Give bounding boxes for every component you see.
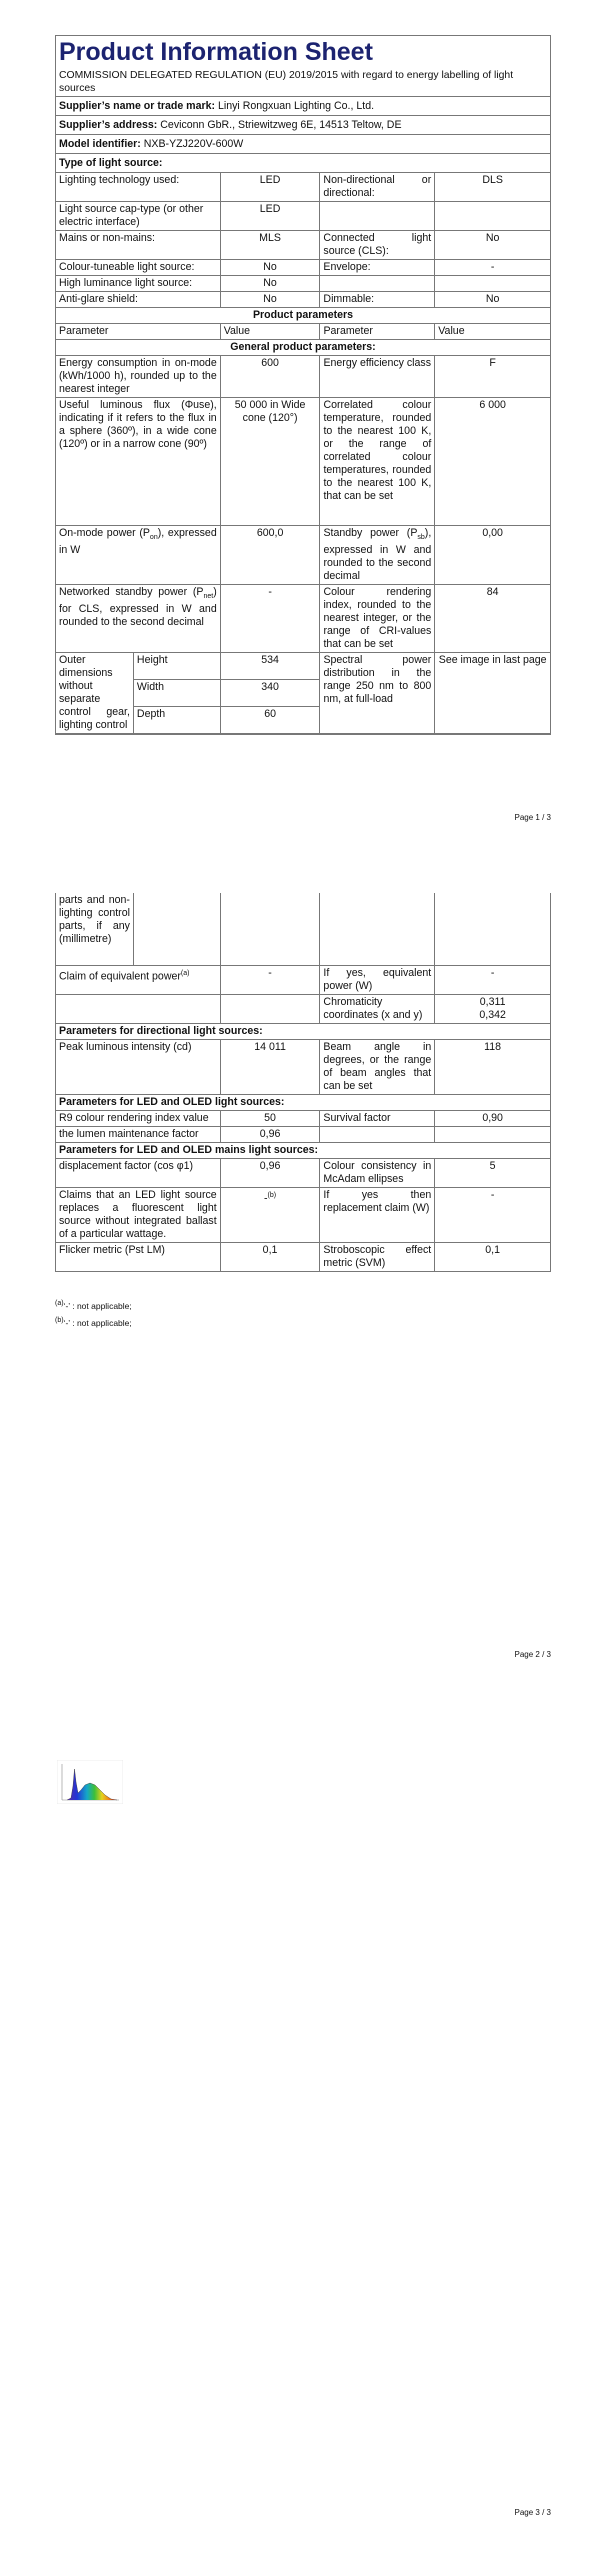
supplier-name-row [56, 97, 550, 116]
standby-power-value: 0,00 [435, 526, 551, 585]
flicker-value: 0,1 [220, 1243, 320, 1272]
table-row [56, 893, 551, 966]
efficiency-class-value: F [435, 356, 551, 398]
table-row [56, 1188, 551, 1243]
table-row [56, 260, 551, 276]
spectral-distribution-image [57, 1760, 123, 1804]
width-label: Width [133, 680, 220, 707]
efficiency-class-label: Energy efficiency class [320, 356, 435, 398]
table-row [56, 356, 551, 398]
type-cell-v2 [435, 202, 551, 231]
standby-power-label: Standby power $(P_{sb})$, expressed in W and rounded to the second decimal [320, 526, 435, 585]
type-heading: Type of light source: [56, 154, 550, 173]
energy-consumption-label: Energy consumption in on-mode (kWh/1000 h), rounded up to the nearest integer [56, 356, 221, 398]
table-row [56, 1040, 551, 1095]
table-row [56, 1243, 551, 1272]
dimensions-label-continued: parts and non-lighting control parts, if any (millimetre) [56, 893, 134, 966]
energy-consumption-value: 600 [220, 356, 320, 398]
type-cell-v2: - [435, 260, 551, 276]
footnote-b: $^{(b)}$‘-’ : not applicable; [55, 1317, 132, 1328]
table-row [56, 585, 551, 653]
survival-factor-label: Survival factor [320, 1111, 435, 1127]
luminous-flux-label: Useful luminous flux (Φuse), indicating if it refers to the flux in a sphere (360º), in a wide cone (120º) or in a narrow cone (90º) [56, 398, 221, 526]
cct-label: Correlated colour temperature, rounded to the nearest 100 K, or the range of correlated colour temperatures, rounded to the nearest 100 K, that can be set [320, 398, 435, 526]
cct-value: 6 000 [435, 398, 551, 526]
type-cell-l1: Anti-glare shield: [56, 292, 221, 308]
parameters-table [55, 307, 551, 734]
type-cell-v1: LED [220, 173, 320, 202]
depth-label: Depth [133, 707, 220, 734]
fluorescent-claim-label: Claims that an LED light source replaces a fluorescent light source without integrated ballast of a particular wattage. [56, 1188, 221, 1243]
svm-value: 0,1 [435, 1243, 551, 1272]
model-row [56, 135, 550, 154]
displacement-factor-label: displacement factor (cos φ1) [56, 1159, 221, 1188]
width-value: 340 [220, 680, 320, 707]
page-title: Product Information Sheet [59, 38, 373, 66]
type-cell-v1: No [220, 292, 320, 308]
type-cell-l2 [320, 202, 435, 231]
chromaticity-value: 0,311 0,342 [435, 995, 551, 1024]
type-cell-l2: Dimmable: [320, 292, 435, 308]
model-value: NXB-YZJ220V-600W [143, 138, 244, 150]
on-mode-power-label: On-mode power $(P_{on})$, expressed in W [56, 526, 221, 585]
col-value-1: Value [220, 324, 320, 340]
colour-consistency-label: Colour consistency in McAdam ellipses [320, 1159, 435, 1188]
type-cell-l1: High luminance light source: [56, 276, 221, 292]
type-cell-v1: No [220, 276, 320, 292]
table-row [56, 966, 551, 995]
replacement-claim-label: If yes then replacement claim (W) [320, 1188, 435, 1243]
cri-label: Colour rendering index, rounded to the nearest integer, or the range of CRI-values that can be set [320, 585, 435, 653]
type-cell-v1: MLS [220, 231, 320, 260]
table-row [56, 276, 551, 292]
col-parameter-1: Parameter [56, 324, 221, 340]
equivalent-power-w-value: - [435, 966, 551, 995]
height-value: 534 [220, 653, 320, 680]
model-label: Model identifier: [59, 138, 141, 150]
type-cell-l1: Lighting technology used: [56, 173, 221, 202]
networked-standby-value: - [220, 585, 320, 653]
table-row [56, 202, 551, 231]
supplier-name-label: Supplier’s name or trade mark: [59, 100, 216, 112]
type-cell-l1: Mains or non-mains: [56, 231, 221, 260]
type-cell-l2: Envelope: [320, 260, 435, 276]
height-label: Height [133, 653, 220, 680]
fluorescent-claim-value: -$^{(b)}$ [220, 1188, 320, 1243]
supplier-address-row [56, 116, 550, 135]
networked-standby-label: Networked standby power $(P_{net})$ for CLS, expressed in W and rounded to the second decimal [56, 585, 221, 653]
type-cell-v1: LED [220, 202, 320, 231]
supplier-address-value: Ceviconn GbR., Striewitzweg 6E, 14513 Teltow, DE [160, 119, 402, 131]
r9-label: R9 colour rendering index value [56, 1111, 221, 1127]
table-row [56, 231, 551, 260]
spd-label: Spectral power distribution in the range 250 nm to 800 nm, at full-load [320, 653, 435, 734]
type-table [55, 172, 551, 308]
column-header-row [56, 324, 551, 340]
led-heading: Parameters for LED and OLED light sources: [56, 1095, 551, 1111]
type-cell-l1: Colour-tuneable light source: [56, 260, 221, 276]
type-cell-v2: DLS [435, 173, 551, 202]
type-cell-l2: Connected light source (CLS): [320, 231, 435, 260]
type-cell-v2: No [435, 292, 551, 308]
table-row [56, 1111, 551, 1127]
sheet-frame [55, 35, 551, 735]
displacement-factor-value: 0,96 [220, 1159, 320, 1188]
table-row [56, 1159, 551, 1188]
type-cell-v2 [435, 276, 551, 292]
svm-label: Stroboscopic effect metric (SVM) [320, 1243, 435, 1272]
footnote-a: $^{(a)}$‘-’ : not applicable; [55, 1300, 132, 1311]
on-mode-power-value: 600,0 [220, 526, 320, 585]
table-row [56, 1127, 551, 1143]
chromaticity-label: Chromaticity coordinates (x and y) [320, 995, 435, 1024]
table-row [56, 292, 551, 308]
type-cell-l1: Light source cap-type (or other electric interface) [56, 202, 221, 231]
supplier-name-value: Linyi Rongxuan Lighting Co., Ltd. [217, 100, 375, 112]
type-cell-l2 [320, 276, 435, 292]
type-cell-l2: Non-directional or directional: [320, 173, 435, 202]
beam-angle-value: 118 [435, 1040, 551, 1095]
lumen-maintenance-label: the lumen maintenance factor [56, 1127, 221, 1143]
table-row [56, 398, 551, 526]
dimensions-label: Outer dimensions without separate control gear, lighting control [56, 653, 134, 734]
table-row [56, 995, 551, 1024]
col-parameter-2: Parameter [320, 324, 435, 340]
parameters-table-continued [55, 893, 551, 1272]
equivalent-power-label: Claim of equivalent power$^{(a)}$ [56, 966, 221, 995]
type-cell-v1: No [220, 260, 320, 276]
regulation-text: COMMISSION DELEGATED REGULATION (EU) 2019/2015 with regard to energy labelling of light sources [56, 68, 550, 97]
depth-value: 60 [220, 707, 320, 734]
supplier-address-label: Supplier’s address: [59, 119, 158, 131]
spd-value: See image in last page [435, 653, 551, 734]
peak-intensity-value: 14 011 [220, 1040, 320, 1095]
page-number-3: Page 3 / 3 [514, 2508, 551, 2517]
flicker-label: Flicker metric (Pst LM) [56, 1243, 221, 1272]
equivalent-power-w-label: If yes, equivalent power (W) [320, 966, 435, 995]
general-heading: General product parameters: [56, 340, 551, 356]
cri-value: 84 [435, 585, 551, 653]
mains-heading: Parameters for LED and OLED mains light sources: [56, 1143, 551, 1159]
lumen-maintenance-value: 0,96 [220, 1127, 320, 1143]
directional-heading: Parameters for directional light sources: [56, 1024, 551, 1040]
beam-angle-label: Beam angle in degrees, or the range of beam angles that can be set [320, 1040, 435, 1095]
table-row [56, 526, 551, 585]
peak-intensity-label: Peak luminous intensity (cd) [56, 1040, 221, 1095]
product-parameters-heading: Product parameters [56, 308, 551, 324]
table-row [56, 173, 551, 202]
replacement-claim-value: - [435, 1188, 551, 1243]
luminous-flux-value: 50 000 in Wide cone (120°) [220, 398, 320, 526]
r9-value: 50 [220, 1111, 320, 1127]
page-number-2: Page 2 / 3 [514, 1650, 551, 1659]
survival-factor-value: 0,90 [435, 1111, 551, 1127]
type-cell-v2: No [435, 231, 551, 260]
page-number-1: Page 1 / 3 [514, 813, 551, 822]
colour-consistency-value: 5 [435, 1159, 551, 1188]
col-value-2: Value [435, 324, 551, 340]
table-row [56, 653, 551, 680]
equivalent-power-value: - [220, 966, 320, 995]
